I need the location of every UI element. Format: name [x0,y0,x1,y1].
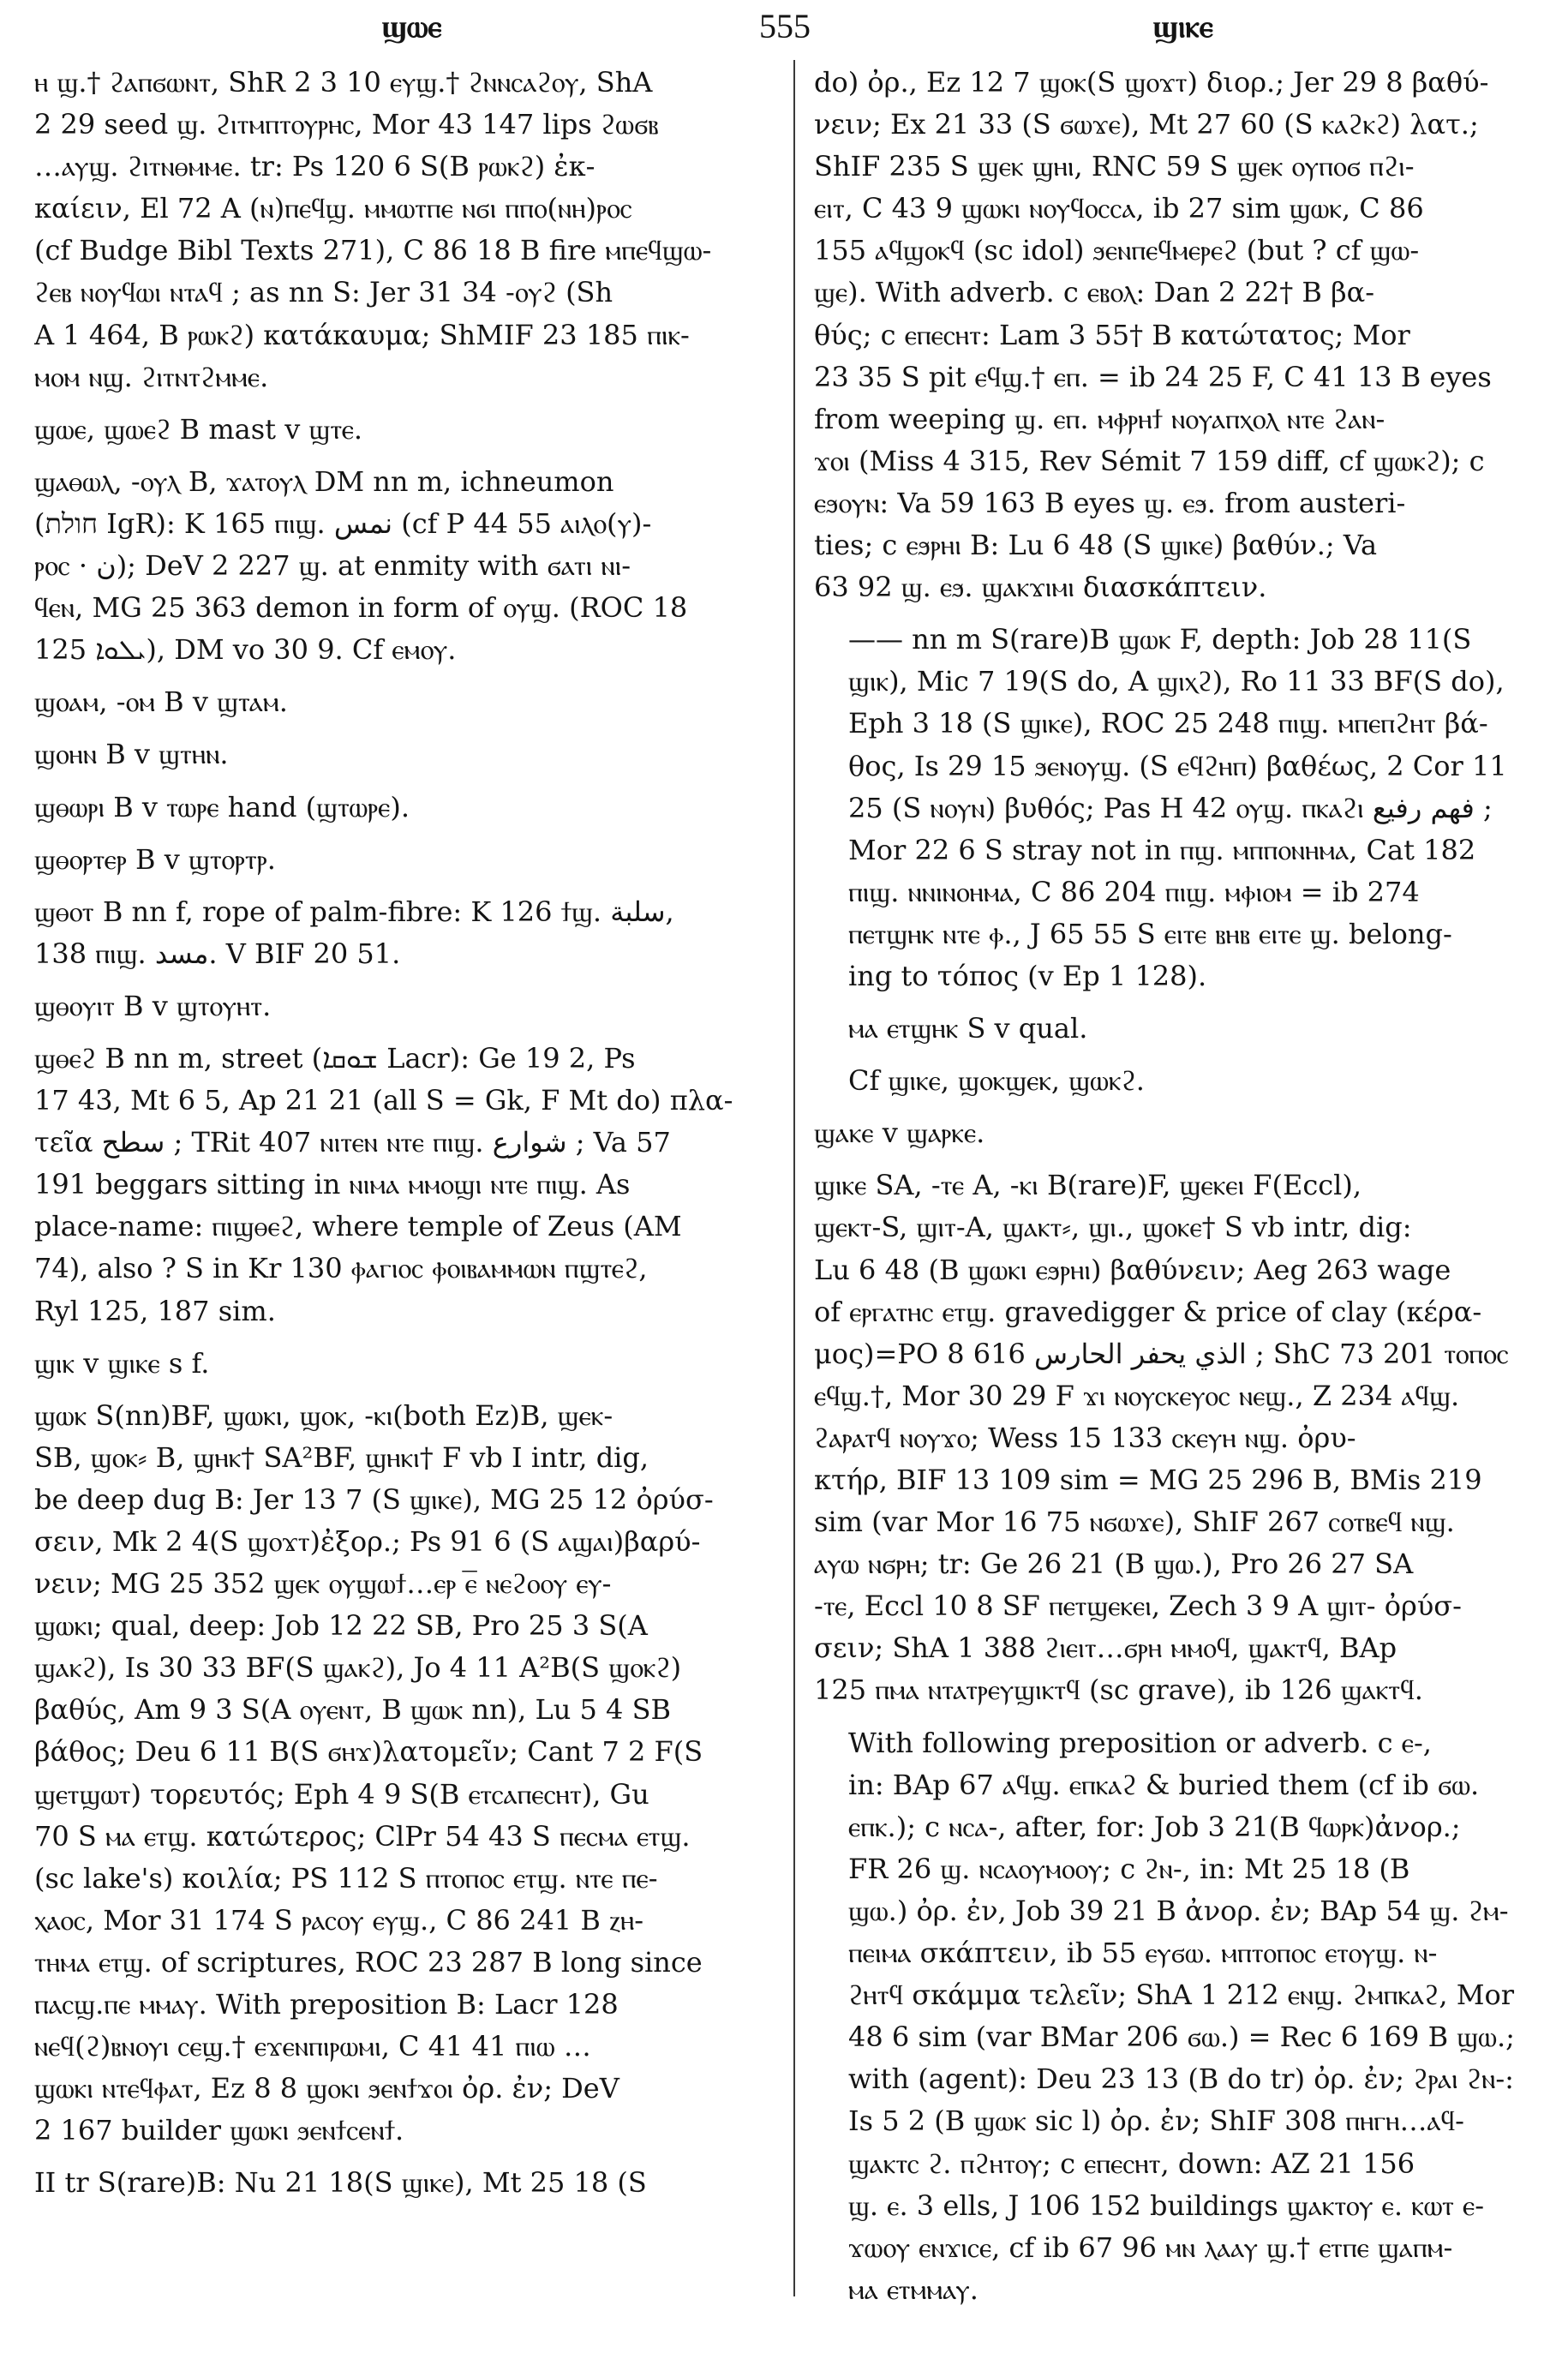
entry-line: ⲉⲓⲧ, C 43 9 ϣⲱⲕⲓ ⲛⲟⲩϥⲟⲥⲥⲁ, ib 27 sim ϣⲱⲕ, C 86 [814,192,1424,225]
entry-line: be deep dug B: Jer 13 7 (S ϣⲓⲕⲉ), MG 25 12 ὀρύσ- [34,1482,714,1516]
entry-line: καίειν, El 72 A (ⲛ)ⲡⲉϥϣ. ⲙⲙⲱⲧⲡⲉ ⲛϭⲓ ⲡⲡⲟ(ⲛⲏ)ⲣⲟⲥ [34,192,632,225]
entry-line: σειν, Mk 2 4(S ϣⲟϫⲧ)ἐξορ.; Ps 91 6 (S ⲁϣⲁⲓ)βαρύ- [34,1525,701,1558]
entry-line: ϣⲉ). With adverb. c ⲉⲃⲟⲗ: Dan 2 22† B βα- [814,276,1375,309]
entry-line: 2 29 seed ϣ. ϩⲓⲧⲙⲡⲧⲟⲩⲣⲏⲥ, Mor 43 147 lips ϩⲱϭⲃ [34,108,659,141]
entry-line: τεῖα سطح ; TRit 407 ⲛⲓⲧⲉⲛ ⲛⲧⲉ ⲡⲓϣ. شوارع ; Va 57 [34,1126,671,1159]
entry-line: 155 ⲁϥϣⲟⲕϥ (sc idol) ϧⲉⲛⲡⲉϥⲙⲉⲣⲉϩ (but ? cf ϣⲱ- [814,234,1420,267]
entry-line: ϣ. ⲉ. 3 ells, J 106 152 buildings ϣⲁⲕⲧⲟⲩ ⲉ. ⲕⲱⲧ ⲉ- [848,2188,1485,2222]
dictionary-entry [34,461,775,671]
entry-line: of ⲉⲣⲅⲁⲧⲏⲥ ⲉⲧϣ. gravedigger & price of clay (κέρα- [814,1295,1482,1328]
page-number: 555 [759,7,811,45]
dictionary-entry [34,409,775,451]
entry-line: ϥⲉⲛ, MG 25 363 demon in form of ⲟⲩϣ. (ROC 18 [34,591,688,625]
entry-line: ⲙⲟⲙ ⲛϣ. ϩⲓⲧⲛⲧϩⲙⲙⲉ. [34,360,269,393]
entry-line: (חולת IgR): K 165 ⲡⲓϣ. نمس (cf P 44 55 ⲁⲓⲗⲟ(ⲩ)- [34,506,652,540]
dictionary-entry [34,1038,775,1332]
entry-line: 74), also ? S in Kr 130 ⲫⲁⲅⲓⲟⲥ ⲫⲟⲓⲃⲁⲙⲙⲱⲛ ⲡϣⲧⲉϩ, [34,1252,648,1285]
entry-line: ⲡⲉⲧϣⲏⲕ ⲛⲧⲉ ⲫ., J 65 55 S ⲉⲓⲧⲉ ⲃⲏⲃ ⲉⲓⲧⲉ ϣ. belong- [848,917,1452,950]
entry-line: ϣⲓⲕⲉ SA, -ⲧⲉ A, -ⲕⲓ B(rare)F, ϣⲉⲕⲉⲓ F(Eccl), [814,1169,1362,1202]
entry-line: ing to τόπος (v Ep 1 128). [848,959,1207,992]
entry-line: 191 beggars sitting in ⲛⲓⲙⲁ ⲙⲙⲟϣⲓ ⲛⲧⲉ ⲡⲓϣ. As [34,1168,631,1201]
entry-line: ϣⲁⲕⲧⲥ ϩ. ⲡϩⲏⲧⲟⲩ; c ⲉⲡⲉⲥⲏⲧ, down: AZ 21 156 [848,2146,1415,2180]
entry-line: ⲏ ϣ.† ϩⲁⲡϭⲱⲛⲧ, ShR 2 3 10 ⲉⲩϣ.† ϩⲛⲛⲥⲁϩⲟⲩ, ShA [34,66,653,99]
entry-line: ϣⲱ.) ὀρ. ἐν, Job 39 21 B ἀνορ. ἐν; BAp 54 ϣ. ϩⲙ- [848,1894,1509,1927]
dictionary-entry [814,1722,1554,2311]
entry-line: ⲛⲉϥ(ϩ)ⲃⲛⲟⲩⲓ ⲥⲉϣ.† ⲉϫⲉⲛⲡⲓⲣⲱⲙⲓ, C 41 41 ⲡⲓⲱ … [34,2030,591,2063]
entry-line: 70 S ⲙⲁ ⲉⲧϣ. κατώτερος; ClPr 54 43 S ⲡⲉⲥⲙⲁ ⲉⲧϣ. [34,1819,691,1853]
entry-line: βάθος; Deu 6 11 B(S ϭⲏϫ)λατομεῖν; Cant 7 2 F(S [34,1735,703,1769]
entry-line: ϣⲑⲟⲣⲧⲉⲣ B v ϣⲧⲟⲣⲧⲣ. [34,842,276,876]
entry-line: νειν; MG 25 352 ϣⲉⲕ ⲟⲩϣⲱϯ…ⲉⲣ ⲉ̅ ⲛⲉϩⲟⲟⲩ ⲉⲩ- [34,1567,612,1601]
entry-line: (cf Budge Bibl Texts 271), C 86 18 B fire ⲙⲡⲉϥϣⲱ- [34,234,712,267]
entry-line: Mor 22 6 S stray not in ⲡϣ. ⲙⲡⲡⲟⲛⲏⲙⲁ, Cat 182 [848,833,1476,866]
entry-line: Is 5 2 (B ϣⲱⲕ sic l) ὀρ. ἐν; ShIF 308 ⲡⲏⲅⲏ…ⲁϥ- [848,2105,1464,2138]
entry-line: ϣⲱⲕⲓ; qual, deep: Job 12 22 SB, Pro 25 3 S(A [34,1609,648,1643]
entry-line: ϣⲑⲟⲧ B nn f, rope of palm-fibre: K 126 ϯϣ. سلبة, [34,895,674,928]
dictionary-entry [814,1112,1554,1154]
entry-line: ϫⲱⲟⲩ ⲉⲛϫⲓⲥⲉ, cf ib 67 96 ⲙⲛ ⲗⲁⲁⲩ ϣ.† ⲉⲧⲡⲉ ϣⲁⲡⲙ- [848,2230,1453,2264]
entry-line: 2 167 builder ϣⲱⲕⲓ ϧⲉⲛϯⲥⲉⲛϯ. [34,2114,404,2147]
dictionary-entry [34,787,775,829]
left-column [34,62,775,2215]
entry-line: ϣⲁⲕϩ), Is 30 33 BF(S ϣⲁⲕϩ), Jo 4 11 A²B(S ϣⲟⲕϩ) [34,1651,682,1685]
entry-line: ⲣⲟⲥ · ن); DeV 2 227 ϣ. at enmity with ϭⲁⲧⲓ ⲛⲓ- [34,549,631,583]
dictionary-entry [814,1008,1554,1050]
column-divider [793,60,795,2296]
entry-line: II tr S(rare)B: Nu 21 18(S ϣⲓⲕⲉ), Mt 25 18 (S [34,2166,647,2200]
entry-line: ⲉϧⲟⲩⲛ: Va 59 163 B eyes ϣ. ⲉϧ. from austeri- [814,486,1406,519]
entry-line: A 1 464, B ⲣⲱⲕϩ) κατάκαυμα; ShMIF 23 185 ⲡⲓⲕ- [34,318,690,351]
entry-line: ϣⲓⲕ), Mic 7 19(S do, A ϣⲓⲭϩ), Ro 11 33 BF(S do), [848,665,1505,698]
entry-line: ϣⲱⲕⲓ ⲛⲧⲉϥⲫⲁⲧ, Ez 8 8 ϣⲟⲕⲓ ϧⲉⲛϯϫⲟⲓ ὀρ. ἐν; DeV [34,2072,619,2105]
entry-line: ϣⲑⲟⲩⲓⲧ B v ϣⲧⲟⲩⲏⲧ. [34,989,272,1022]
entry-line: from weeping ϣ. ⲉⲡ. ⲙⲫⲣⲏϯ ⲛⲟⲩⲁⲡⲭⲟⲗ ⲛⲧⲉ ϩⲁⲛ- [814,402,1385,435]
entry-line: 125 ⲡⲙⲁ ⲛⲧⲁⲧⲣⲉⲩϣⲓⲕⲧϥ (sc grave), ib 126 ϣⲁⲕⲧϥ. [814,1673,1423,1707]
entry-line: …ⲁⲩϣ. ϩⲓⲧⲛⲑⲙⲙⲉ. tr: Ps 120 6 S(B ⲣⲱⲕϩ) ἐκ- [34,150,595,183]
dictionary-entry [34,891,775,975]
dictionary-entry [814,619,1554,997]
entry-line: ⲉⲡⲕ.); c ⲛⲥⲁ-, after, for: Job 3 21(B ϥⲱⲣⲕ)ἀνορ.; [848,1810,1461,1843]
entry-line: Ryl 125, 187 sim. [34,1294,276,1327]
dictionary-entry [814,62,1554,608]
entry-line: ϩⲁⲣⲁⲧϥ ⲛⲟⲩϫⲟ; Wess 15 133 ⲥⲕⲉⲩⲏ ⲛϣ. ὀρυ- [814,1421,1356,1454]
entry-line: ϣⲱⲕ S(nn)BF, ϣⲱⲕⲓ, ϣⲟⲕ, -ⲕⲓ(both Ez)B, ϣⲉⲕ- [34,1398,613,1432]
entry-line: ϣⲱⲉ, ϣⲱⲉϩ B mast v ϣⲧⲉ. [34,412,363,446]
dictionary-entry [814,1165,1554,1711]
entry-line: ϣⲓⲕ v ϣⲓⲕⲉ s f. [34,1346,210,1380]
entry-line: ϣⲑⲱⲣⲓ B v ⲧⲱⲣⲉ hand (ϣⲧⲱⲣⲉ). [34,790,410,823]
entry-line: in: BAp 67 ⲁϥϣ. ⲉⲡⲕⲁϩ & buried them (cf ib ϭⲱ. [848,1768,1480,1801]
entry-line: ϩⲉⲃ ⲛⲟⲩϥⲱⲓ ⲛⲧⲁϥ ; as nn S: Jer 31 34 -ⲟⲩϩ (Sh [34,276,613,309]
entry-line: ⲙⲁ ⲉⲧⲙⲙⲁⲩ. [848,2272,979,2306]
entry-line: ϣⲟⲏⲛ B v ϣⲧⲏⲛ. [34,738,229,771]
entry-line: 48 6 sim (var BMar 206 ϭⲱ.) = Rec 6 169 B ϣⲱ.; [848,2021,1515,2054]
entry-line: ⲡⲉⲓⲙⲁ σκάπτειν, ib 55 ⲉⲩϭⲱ. ⲙⲡⲧⲟⲡⲟⲥ ⲉⲧⲟⲩϣ. ⲛ- [848,1937,1438,1970]
entry-line: ϣⲟⲁⲙ, -ⲟⲙ B v ϣⲧⲁⲙ. [34,686,288,719]
entry-line: ⲉϥϣ.†, Mor 30 29 F ϫⲓ ⲛⲟⲩⲥⲕⲉⲩⲟⲥ ⲛⲉϣ., Z 234 ⲁϥϣ. [814,1379,1460,1412]
entry-line: ϩⲏⲧϥ σκάμμα τελεῖν; ShA 1 212 ⲉⲛϣ. ϩⲙⲡⲕⲁϩ, Mor [848,1979,1515,2012]
entry-line: FR 26 ϣ. ⲛⲥⲁⲟⲩⲙⲟⲟⲩ; c ϩⲛ-, in: Mt 25 18 (B [848,1852,1410,1885]
entry-line: ⲙⲁ ⲉⲧϣⲏⲕ S v qual. [848,1012,1088,1045]
entry-line: 125 ܝܠܘܐ), DM vo 30 9. Cf ⲉⲙⲟⲩ. [34,633,457,667]
entry-line: ⲭⲁⲟⲥ, Mor 31 174 S ⲣⲁⲥⲟⲩ ⲉⲩϣ., C 86 241 B ⲍⲏ- [34,1903,644,1937]
entry-line: Lu 6 48 (B ϣⲱⲕⲓ ⲉϧⲣⲏⲓ) βαθύνειν; Aeg 263 wage [814,1253,1451,1286]
entry-line: θύς; c ⲉⲡⲉⲥⲏⲧ: Lam 3 55† B κατώτατος; Mor [814,318,1410,351]
entry-line: 17 43, Mt 6 5, Ap 21 21 (all S = Gk, F Mt do) πλα- [34,1084,733,1117]
page-header [34,5,1551,48]
entry-line: ϣⲑⲉϩ B nn m, street (ܫܘܩܐ Lacr): Ge 19 2, Ps [34,1041,636,1075]
entry-line: sim (var Mor 16 75 ⲛϭⲱϫⲉ), ShIF 267 ⲥⲟⲧⲃⲉϥ ⲛϣ. [814,1506,1455,1539]
dictionary-entry [34,985,775,1027]
entry-line: Cf ϣⲓⲕⲉ, ϣⲟⲕϣⲉⲕ, ϣⲱⲕϩ. [848,1064,1145,1098]
entry-line: ties; c ⲉϧⲣⲏⲓ B: Lu 6 48 (S ϣⲓⲕⲉ) βαθύν.; Va [814,529,1378,562]
entry-line: ⲡⲓϣ. ⲛⲛⲓⲛⲟⲏⲙⲁ, C 86 204 ⲡⲓϣ. ⲙⲫⲓⲟⲙ = ib 274 [848,875,1420,908]
entry-line: With following preposition or adverb. c ⲉ-, [848,1726,1432,1759]
entry-line: ϣⲉⲧϣⲱⲧ) τορευτός; Eph 4 9 S(B ⲉⲧⲥⲁⲡⲉⲥⲏⲧ), Gu [34,1777,649,1811]
entry-line: νειν; Ex 21 33 (S ϭⲱϫⲉ), Mt 27 60 (S ⲕⲁϩⲕϩ) λατ.; [814,108,1479,141]
entry-line: ShIF 235 S ϣⲉⲕ ϣⲏⲓ, RNC 59 S ϣⲉⲕ ⲟⲩⲡⲟϭ ⲡϩⲓ- [814,150,1415,183]
entry-line: 23 35 S pit ⲉϥϣ.† ⲉⲡ. = ib 24 25 F, C 41 13 B eyes [814,360,1492,393]
entry-line: SB, ϣⲟⲕ⸗ B, ϣⲏⲕ† SA²BF, ϣⲏⲕⲓ† F vb I intr, dig, [34,1440,649,1474]
dictionary-entry [34,733,775,775]
entry-line: do) ὀρ., Ez 12 7 ϣⲟⲕ(S ϣⲟϫⲧ) διορ.; Jer 29 8 βαθύ- [814,66,1489,99]
header-left-lemma: ϣⲱⲉ [381,9,442,45]
entry-line: —— nn m S(rare)B ϣⲱⲕ F, depth: Job 28 11(S [848,623,1472,656]
dictionary-entry [34,839,775,881]
entry-line: -ⲧⲉ, Eccl 10 8 SF ⲡⲉⲧϣⲉⲕⲉⲓ, Zech 3 9 A ϣⲓⲧ- ὀρύσ- [814,1590,1462,1623]
entry-line: ϫⲟⲓ (Miss 4 315, Rev Sémit 7 159 diff, cf ϣⲱⲕϩ); c [814,444,1485,477]
entry-line: place-name: ⲡⲓϣⲑⲉϩ, where temple of Zeus (AM [34,1210,682,1243]
dictionary-entry [34,62,775,398]
entry-line: βαθύς, Am 9 3 S(A ⲟⲩⲉⲛⲧ, B ϣⲱⲕ nn), Lu 5 4 SB [34,1693,672,1727]
entry-line: with (agent): Deu 23 13 (B do tr) ὀρ. ἐν; ϩⲣⲁⲓ ϩⲛ-: [848,2063,1514,2096]
entry-line: ϣⲁⲕⲉ v ϣⲁⲣⲕⲉ. [814,1117,985,1150]
entry-line: (sc lake's) κοιλία; PS 112 S ⲡⲧⲟⲡⲟⲥ ⲉⲧϣ. ⲛⲧⲉ ⲡⲉ- [34,1861,658,1895]
entry-line: Eph 3 18 (S ϣⲓⲕⲉ), ROC 25 248 ⲡⲓϣ. ⲙⲡⲉⲡϩⲏⲧ βά- [848,707,1488,740]
entry-line: ϣⲉⲕⲧ-S, ϣⲓⲧ-A, ϣⲁⲕⲧ⸗, ϣⲓ., ϣⲟⲕⲉ† S vb intr, dig: [814,1211,1412,1244]
entry-line: μος)=PO 8 616 الذي يحفر الحارس ; ShC 73 201 ⲧⲟⲡⲟⲥ [814,1337,1509,1370]
entry-line: ⲧⲏⲙⲁ ⲉⲧϣ. of scriptures, ROC 23 287 B long since [34,1945,703,1979]
entry-line: ⲡⲁⲥϣ.ⲡⲉ ⲙⲙⲁⲩ. With preposition B: Lacr 128 [34,1988,619,2021]
dictionary-entry [34,1343,775,1385]
entry-line: 25 (S ⲛⲟⲩⲛ) βυθός; Pas H 42 ⲟⲩϣ. ⲡⲕⲁϩⲓ فهم رفيع ; [848,791,1493,824]
entry-line: ⲁⲩⲱ ⲛϭⲣⲏ; tr: Ge 26 21 (B ϣⲱ.), Pro 26 27 SA [814,1548,1414,1581]
header-right-lemma: ϣⲓⲕⲉ [1152,9,1213,45]
right-column [814,62,1554,2321]
dictionary-entry [34,2162,775,2204]
dictionary-entry [34,1395,775,2152]
entry-line: σειν; ShA 1 388 ϩⲓⲉⲓⲧ…ϭⲣⲏ ⲙⲙⲟϥ, ϣⲁⲕⲧϥ, BAp [814,1632,1397,1665]
dictionary-entry [34,681,775,723]
entry-line: θος, Is 29 15 ϧⲉⲛⲟⲩϣ. (S ⲉϥϩⲏⲡ) βαθέως, 2 Cor 11 [848,749,1507,782]
entry-line: 138 ⲡⲓϣ. مسد. V BIF 20 51. [34,937,401,970]
entry-line: κτήρ, BIF 13 109 sim = MG 25 296 B, BMis 219 [814,1464,1482,1496]
entry-line: 63 92 ϣ. ⲉϧ. ϣⲁⲕϫⲓⲙⲓ διασκάπτειν. [814,571,1267,604]
entry-line: ϣⲁⲑⲱⲗ, -ⲟⲩⲗ B, ϫⲁⲧⲟⲩⲗ DM nn m, ichneumon [34,464,614,498]
dictionary-entry [814,1060,1554,1102]
